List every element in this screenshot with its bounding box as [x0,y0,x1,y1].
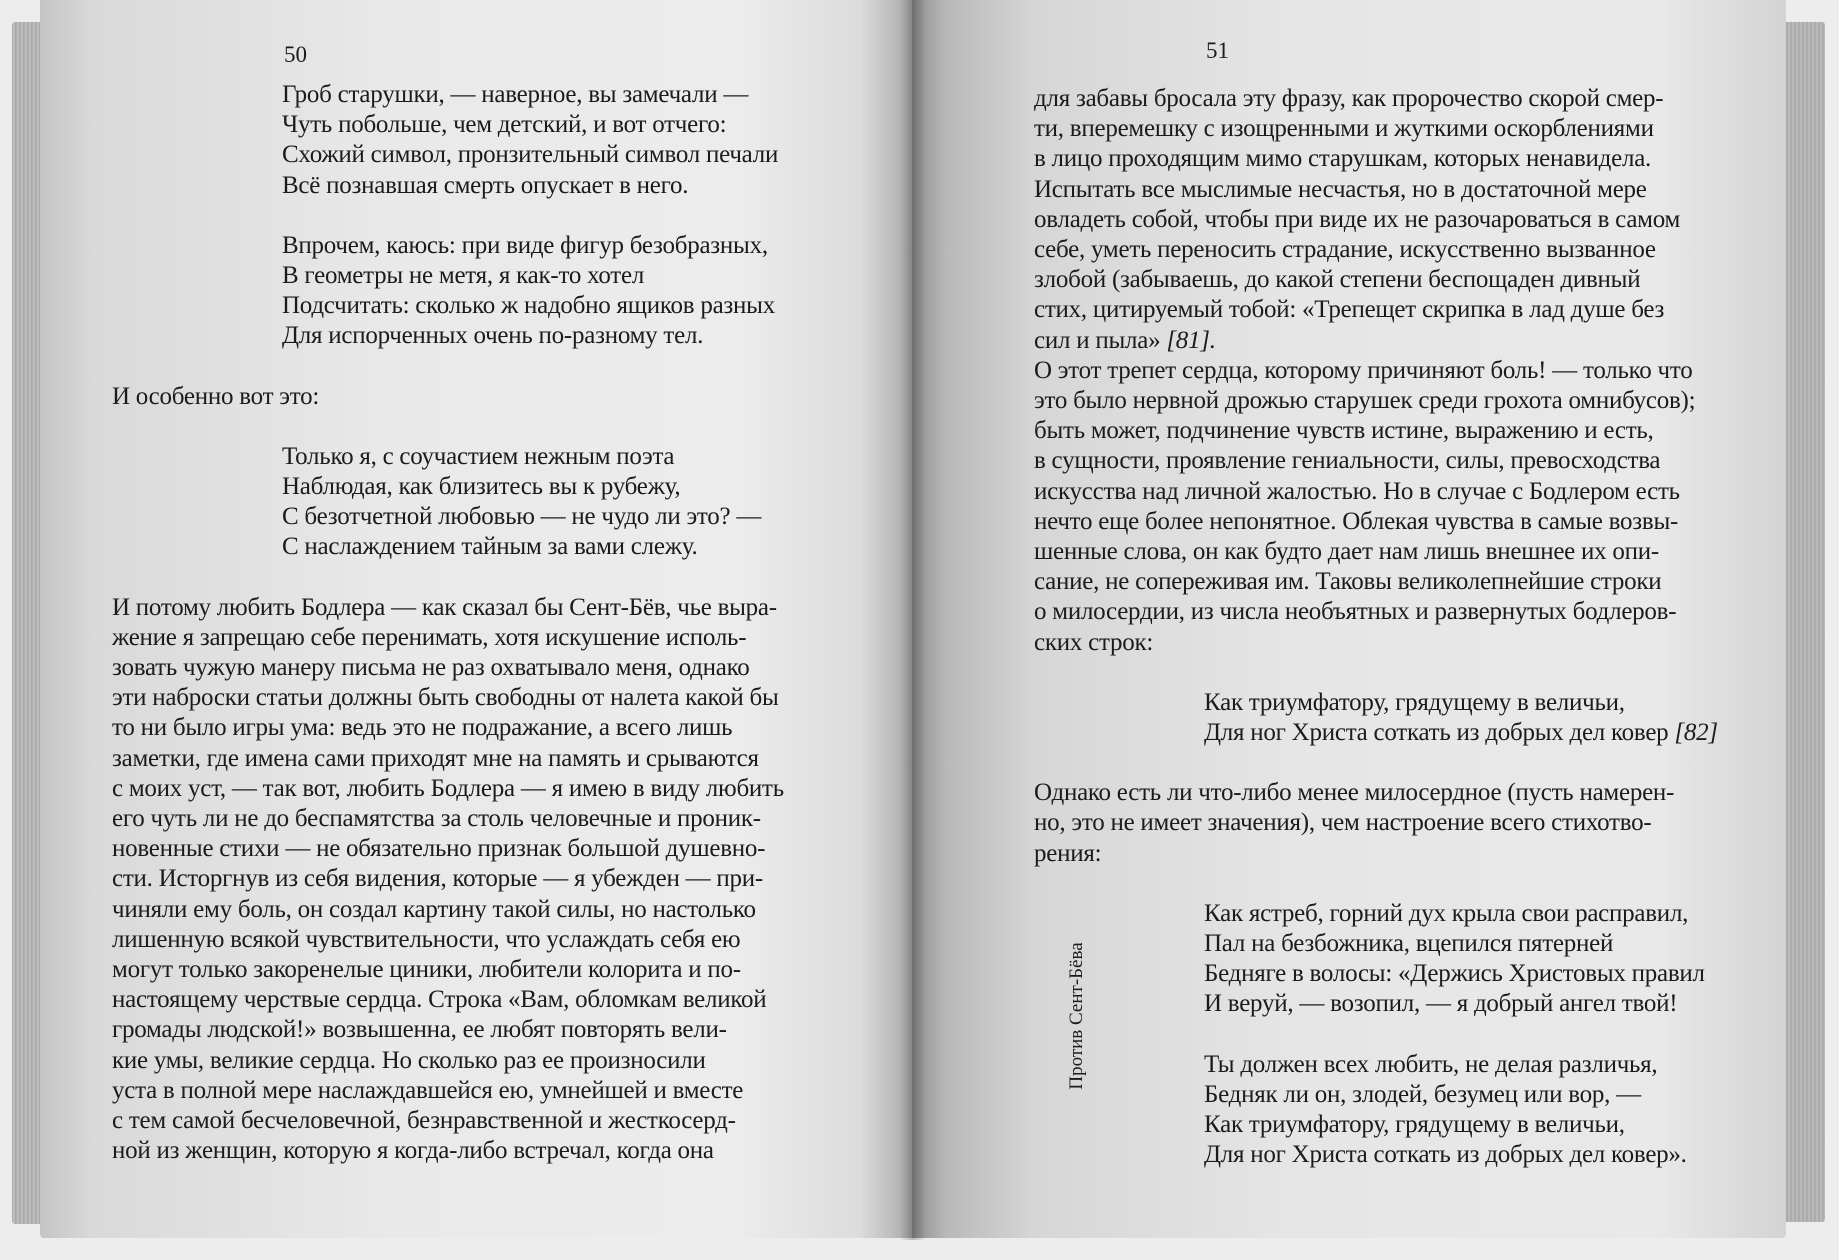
prose-paragraph [1034,84,1750,356]
prose-line: громады людской!» возвышенна, ее любят повторять вели- [112,1016,727,1044]
prose-paragraph [1034,778,1750,869]
verse-line: Для испорченных очень по-разному тел. [282,322,704,350]
prose-paragraph [1034,356,1750,658]
poem-quote [1034,688,1750,748]
page-number-left: 50 [284,42,307,67]
prose-line: сти. Исторгнув из себя видения, которые — я убежден — при- [112,865,763,893]
prose-line: новенные стихи — не обязательно признак большой душевно- [112,835,766,863]
prose-line: то ни было игры ума: ведь это не подражание, а всего лишь [112,714,733,742]
verse-line: С безотчетной любовью — не чудо ли это? — [282,503,762,531]
poem-stanza [1034,899,1750,1020]
verse-line: В геометры не метя, я как-то хотел [282,262,645,290]
verse-line: Схожий символ, пронзительный символ печали [282,141,779,169]
prose-line: рения: [1034,839,1102,867]
running-title: Против Сент-Бёва [1066,942,1087,1090]
prose-line: уста в полной мере наслаждавшейся ею, умнейшей и вместе [112,1076,744,1104]
verse-line: Наблюдая, как близитесь вы к рубежу, [282,473,681,501]
prose-line: это было нервной дрожью старушек среди грохота омнибусов); [1034,387,1696,415]
prose-line: в лицо проходящим мимо старушкам, которых ненавидела. [1034,145,1652,173]
book-gutter [900,0,926,1240]
prose-line: заметки, где имена сами приходят мне на память и срываются [112,744,759,772]
verse-line: Как триумфатору, грядущему в величьи, [1204,688,1625,716]
verse-line: Всё познавшая смерть опускает в него. [282,171,689,199]
verse-line: Чуть побольше, чем детский, и вот отчего: [282,111,727,139]
prose-line: О этот трепет сердца, которому причиняют боль! — только что [1034,356,1693,384]
verse-line: Ты должен всех любить, не делая различья, [1204,1050,1658,1078]
page-number-right: 51 [1206,38,1229,63]
left-page-text [112,80,802,1167]
prose-line: злобой (забываешь, до какой степени беспощаден дивный [1034,266,1641,294]
verse-line: И веруй, — возопил, — я добрый ангел твой! [1204,990,1678,1018]
verse-line [1204,718,1750,748]
prose-line: о милосердии, из числа необъятных и развернутых бодлеров- [1034,598,1677,626]
prose-line: Испытать все мыслимые несчастья, но в достаточной мере [1034,175,1647,203]
prose-line: могут только закоренелые циники, любители колорита и по- [112,956,741,984]
prose-line: сание, не сопереживая им. Таковы великолепнейшие строки [1034,568,1662,596]
verse-line: Бедняге в волосы: «Держись Христовых правил [1204,960,1705,988]
prose-line: жение я запрещаю себе перенимать, хотя искушение исполь- [112,623,747,651]
left-page [40,0,912,1238]
prose-line: себе, уметь переносить страдание, искусственно вызванное [1034,236,1656,264]
prose-line: шенные слова, он как будто дает нам лишь внешнее их опи- [1034,538,1659,566]
right-page-text [1034,84,1750,1171]
prose-line: искусства над личной жалостью. Но в случае с Бодлером есть [1034,477,1680,505]
verse-line: Как триумфатору, грядущему в величьи, [1204,1111,1625,1139]
prose-line: в сущности, проявление гениальности, силы, превосходства [1034,447,1661,475]
verse-line: Только я, с соучастием нежным поэта [282,442,675,470]
prose-line: с тем самой бесчеловечной, безнравственной и жесткосерд- [112,1107,736,1135]
verse-line: С наслаждением тайным за вами слежу. [282,533,698,561]
prose-line: стих, цитируемый тобой: «Трепещет скрипка в лад душе без [1034,296,1665,324]
verse-line: Гроб старушки, — наверное, вы замечали — [282,81,749,108]
prose-line: овладеть собой, чтобы при виде их не разочароваться в самом [1034,205,1681,233]
prose-line: нечто еще более непонятное. Облекая чувства в самые возвы- [1034,507,1679,535]
prose-line: зовать чужую манеру письма не раз охватывало меня, однако [112,654,750,682]
prose-line: кие умы, великие сердца. Но сколько раз ее произносили [112,1046,706,1074]
prose-line: настоящему черствые сердца. Строка «Вам, обломкам великой [112,986,767,1014]
footnote-ref: [81]. [1166,326,1216,354]
prose-line: чиняли ему боль, он создал картину такой силы, но настолько [112,895,756,923]
prose-paragraph [112,593,802,1167]
prose-line: И особенно вот это: [112,382,320,410]
prose-line: для забавы бросала эту фразу, как пророчество скорой смер- [1034,85,1664,112]
right-page [912,0,1786,1238]
poem-stanza [112,442,802,563]
verse-line: Пал на безбожника, вцепился пятерней [1204,930,1614,958]
verse-line: Для ног Христа соткать из добрых дел ковер». [1204,1141,1687,1169]
prose-line: с моих уст, — так вот, любить Бодлера — я имею в виду любить [112,774,784,802]
prose-line: но, это не имеет значения), чем настроение всего стихотво- [1034,809,1652,837]
prose-line: быть может, подчинение чувств истине, выражению и есть, [1034,417,1654,445]
prose-line: ских строк: [1034,628,1154,656]
prose-line: эти наброски статьи должны быть свободны от налета какой бы [112,684,779,712]
prose-line: Однако есть ли что-либо менее милосердное (пусть намерен- [1034,779,1675,807]
verse-line: Впрочем, каюсь: при виде фигур безобразных, [282,231,768,259]
prose-line: И потому любить Бодлера — как сказал бы Сент-Бёв, чье выра- [112,593,777,621]
poem-stanza [1034,1050,1750,1171]
verse-line: Бедняк ли он, злодей, безумец или вор, — [1204,1080,1641,1108]
prose-line: его чуть ли не до беспамятства за столь человечные и проник- [112,805,761,833]
verse-line: Подсчитать: сколько ж надобно ящиков разных [282,292,775,320]
prose-line [1034,326,1750,356]
verse-line: Как ястреб, горний дух крыла свои расправил, [1204,899,1689,927]
verse-text: Для ног Христа соткать из добрых дел ковер [1204,719,1669,747]
prose-text: сил и пыла» [1034,326,1161,354]
footnote-ref: [82] [1674,719,1718,747]
prose-line: ти, вперемешку с изощренными и жуткими оскорблениями [1034,115,1654,143]
prose-line: лишенную всякой чувствительности, что услаждать себя ею [112,925,741,953]
poem-stanza [112,231,802,352]
prose-line: ной из женщин, которую я когда-либо встречал, когда она [112,1137,714,1165]
poem-stanza [112,80,802,201]
